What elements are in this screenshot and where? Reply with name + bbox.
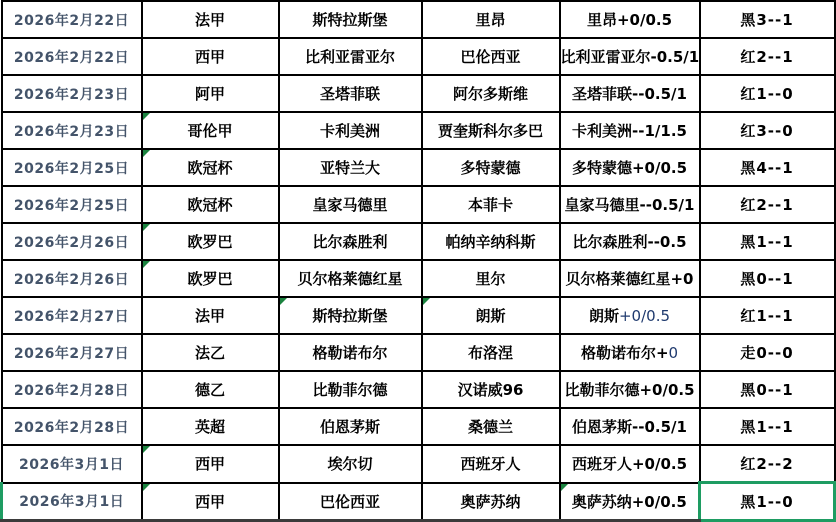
- league-text: 法甲: [194, 307, 225, 325]
- league-text: 西甲: [194, 492, 225, 511]
- cell-result[interactable]: [700, 297, 835, 334]
- cell-date[interactable]: [2, 371, 142, 408]
- error-triangle-icon: [143, 113, 150, 120]
- result-text: 黑1--1: [740, 418, 794, 436]
- date-text: 2026年2月28日: [13, 382, 130, 399]
- away-team-text: 阿尔多斯维: [452, 85, 528, 103]
- cell-home-team[interactable]: [279, 297, 422, 334]
- cell-league[interactable]: [142, 149, 279, 186]
- cell-home-team[interactable]: [279, 186, 422, 223]
- league-text: 德乙: [194, 381, 225, 399]
- away-team-text: 西班牙人: [460, 455, 521, 474]
- cell-result[interactable]: [700, 223, 835, 260]
- handicap-alt-text: +0/0.5: [618, 307, 671, 325]
- result-text: 黑4--1: [740, 159, 794, 177]
- cell-handicap[interactable]: [560, 223, 700, 260]
- date-text: 2026年2月25日: [13, 197, 130, 214]
- cell-date[interactable]: [2, 38, 142, 75]
- cell-handicap[interactable]: [560, 445, 700, 483]
- handicap-text: 多特蒙德+0/0.5: [571, 159, 688, 177]
- result-text: 走0--0: [740, 344, 794, 362]
- cell-result[interactable]: [700, 260, 835, 297]
- cell-date[interactable]: [2, 334, 142, 371]
- away-team-text: 里昂: [475, 11, 506, 29]
- cell-date[interactable]: [2, 445, 142, 483]
- result-text: 黑0--1: [740, 381, 794, 399]
- cell-date[interactable]: [2, 223, 142, 260]
- cell-home-team[interactable]: [279, 483, 422, 521]
- date-text: 2026年2月26日: [13, 271, 130, 288]
- result-text: 红2--2: [740, 455, 794, 473]
- home-team-text: 皇家马德里: [312, 196, 388, 214]
- error-triangle-icon: [143, 484, 150, 491]
- cell-away-team[interactable]: [422, 297, 560, 334]
- cell-result-selected[interactable]: [700, 483, 835, 521]
- cell-away-team[interactable]: [422, 483, 560, 521]
- handicap-text: 贝尔格莱德红星+0: [565, 270, 694, 288]
- result-text: 红2--1: [740, 48, 794, 66]
- league-text: 西甲: [194, 48, 225, 66]
- handicap-text: 比利亚雷亚尔-0.5/1: [560, 48, 700, 66]
- handicap-text: 皇家马德里--0.5/1: [564, 196, 695, 214]
- away-team-text: 帕纳辛纳科斯: [445, 233, 536, 251]
- cell-result[interactable]: [700, 334, 835, 371]
- date-text: 2026年2月23日: [13, 86, 130, 103]
- cell-league[interactable]: [142, 297, 279, 334]
- cell-date[interactable]: [2, 186, 142, 223]
- cell-home-team[interactable]: [279, 445, 422, 483]
- cell-handicap[interactable]: [560, 149, 700, 186]
- error-triangle-icon: [143, 150, 150, 157]
- result-text: 红3--0: [740, 122, 794, 140]
- result-text: 黑1--0: [740, 493, 794, 511]
- cell-league[interactable]: [142, 408, 279, 445]
- date-text: 2026年2月27日: [13, 308, 130, 325]
- league-text: 欧罗巴: [187, 270, 233, 288]
- cell-away-team[interactable]: [422, 112, 560, 149]
- cell-handicap[interactable]: [560, 186, 700, 223]
- cell-date[interactable]: [2, 297, 142, 334]
- handicap-text: 比勒菲尔德+0/0.5: [564, 381, 695, 399]
- cell-home-team[interactable]: [279, 1, 422, 38]
- cell-away-team[interactable]: [422, 186, 560, 223]
- cell-away-team[interactable]: [422, 408, 560, 445]
- cell-result[interactable]: [700, 186, 835, 223]
- cell-league[interactable]: [142, 223, 279, 260]
- away-team-text: 本菲卡: [467, 196, 513, 214]
- league-text: 欧冠杯: [187, 196, 233, 214]
- cell-result[interactable]: [700, 112, 835, 149]
- date-text: 2026年2月25日: [13, 160, 130, 177]
- cell-handicap[interactable]: [560, 112, 700, 149]
- error-triangle-icon: [143, 224, 150, 231]
- cell-away-team[interactable]: [422, 371, 560, 408]
- error-triangle-icon: [561, 484, 568, 491]
- cell-league[interactable]: [142, 112, 279, 149]
- cell-league[interactable]: [142, 38, 279, 75]
- table-row: [2, 334, 835, 371]
- cell-result[interactable]: [700, 1, 835, 38]
- away-team-text: 里尔: [475, 270, 506, 288]
- date-text: 2026年2月27日: [13, 345, 130, 362]
- home-team-text: 斯特拉斯堡: [312, 11, 388, 29]
- home-team-text: 斯特拉斯堡: [312, 307, 388, 325]
- cell-league[interactable]: [142, 483, 279, 521]
- cell-home-team[interactable]: [279, 223, 422, 260]
- cell-home-team[interactable]: [279, 112, 422, 149]
- result-text: 红1--0: [740, 85, 794, 103]
- cell-handicap[interactable]: [560, 75, 700, 112]
- table-row-selected: [2, 483, 835, 521]
- date-text: 2026年2月22日: [13, 12, 130, 29]
- away-team-text: 桑德兰: [467, 418, 513, 436]
- cell-away-team[interactable]: [422, 334, 560, 371]
- cell-date[interactable]: [2, 75, 142, 112]
- handicap-text: 比尔森胜利--0.5: [572, 233, 687, 251]
- table-row: [2, 445, 835, 483]
- cell-home-team[interactable]: [279, 371, 422, 408]
- cell-away-team[interactable]: [422, 38, 560, 75]
- table-row: [2, 371, 835, 408]
- table-row: [2, 112, 835, 149]
- handicap-text: 伯恩茅斯--0.5/1: [572, 418, 687, 436]
- error-triangle-icon: [423, 298, 430, 305]
- table-row: [2, 297, 835, 334]
- away-team-text: 汉诺威96: [457, 381, 524, 399]
- home-team-text: 比尔森胜利: [312, 233, 388, 251]
- cell-home-team[interactable]: [279, 75, 422, 112]
- cell-home-team[interactable]: [279, 149, 422, 186]
- away-team-text: 贾奎斯科尔多巴: [437, 122, 543, 140]
- cell-league[interactable]: [142, 186, 279, 223]
- date-text: 2026年2月28日: [13, 419, 130, 436]
- handicap-text: 西班牙人+0/0.5: [571, 455, 688, 474]
- handicap-text: 卡利美洲--1/1.5: [572, 122, 687, 140]
- league-text: 西甲: [194, 455, 225, 474]
- handicap-text: 圣塔菲联--0.5/1: [572, 85, 687, 103]
- home-team-text: 比利亚雷亚尔: [304, 48, 395, 66]
- result-text: 红1--1: [740, 307, 794, 325]
- cell-result[interactable]: [700, 371, 835, 408]
- result-text: 黑0--1: [740, 270, 794, 288]
- away-team-text: 巴伦西亚: [460, 48, 521, 66]
- away-team-text: 多特蒙德: [460, 159, 521, 177]
- handicap-text: 朗斯: [588, 307, 619, 325]
- away-team-text: 布洛涅: [467, 344, 513, 362]
- table-row: [2, 38, 835, 75]
- cell-league[interactable]: [142, 445, 279, 483]
- date-text: 2026年3月1日: [19, 494, 125, 511]
- cell-away-team[interactable]: [422, 223, 560, 260]
- cell-result[interactable]: [700, 75, 835, 112]
- cell-away-team[interactable]: [422, 260, 560, 297]
- home-team-text: 亚特兰大: [319, 159, 380, 177]
- cell-league[interactable]: [142, 260, 279, 297]
- home-team-text: 埃尔切: [327, 455, 373, 474]
- cell-away-team[interactable]: [422, 445, 560, 483]
- cell-date[interactable]: [2, 1, 142, 38]
- result-text: 红2--1: [740, 196, 794, 214]
- home-team-text: 巴伦西亚: [319, 492, 380, 511]
- date-text: 2026年2月23日: [13, 123, 130, 140]
- league-text: 阿甲: [194, 85, 225, 103]
- league-text: 哥伦甲: [187, 122, 233, 140]
- date-text: 2026年3月1日: [19, 456, 124, 473]
- error-triangle-icon: [143, 446, 150, 453]
- cell-date[interactable]: [2, 112, 142, 149]
- cell-date[interactable]: [2, 408, 142, 445]
- table-row: [2, 1, 835, 38]
- cell-result[interactable]: [700, 445, 835, 483]
- cell-league[interactable]: [142, 75, 279, 112]
- result-text: 黑3--1: [740, 11, 794, 29]
- league-text: 法乙: [194, 344, 225, 362]
- cell-handicap[interactable]: [560, 260, 700, 297]
- table-row: [2, 223, 835, 260]
- cell-handicap[interactable]: [560, 38, 700, 75]
- date-text: 2026年2月22日: [13, 49, 130, 66]
- cell-result[interactable]: [700, 149, 835, 186]
- error-triangle-icon: [143, 261, 150, 268]
- cell-result[interactable]: [700, 38, 835, 75]
- cell-home-team[interactable]: [279, 334, 422, 371]
- cell-handicap[interactable]: [560, 483, 700, 521]
- cell-league[interactable]: [142, 371, 279, 408]
- table-row: [2, 75, 835, 112]
- handicap-alt-text: 0: [668, 344, 679, 362]
- handicap-text: 奥萨苏纳+0/0.5: [571, 492, 687, 511]
- home-team-text: 贝尔格莱德红星: [297, 270, 403, 288]
- cell-date[interactable]: [2, 483, 142, 521]
- away-team-text: 奥萨苏纳: [460, 492, 521, 511]
- cell-home-team[interactable]: [279, 260, 422, 297]
- home-team-text: 格勒诺布尔: [312, 344, 388, 362]
- league-text: 英超: [194, 418, 225, 436]
- cell-home-team[interactable]: [279, 408, 422, 445]
- home-team-text: 卡利美洲: [319, 122, 380, 140]
- cell-handicap[interactable]: [560, 297, 700, 334]
- cell-away-team[interactable]: [422, 1, 560, 38]
- away-team-text: 朗斯: [475, 307, 506, 325]
- table-row: [2, 408, 835, 445]
- table-row: [2, 186, 835, 223]
- date-text: 2026年2月26日: [13, 234, 130, 251]
- result-text: 黑1--1: [740, 233, 794, 251]
- table-row: [2, 260, 835, 297]
- cell-handicap[interactable]: [560, 334, 700, 371]
- cell-home-team[interactable]: [279, 38, 422, 75]
- league-text: 欧冠杯: [187, 159, 233, 177]
- error-triangle-icon: [280, 298, 287, 305]
- cell-away-team[interactable]: [422, 75, 560, 112]
- cell-date[interactable]: [2, 149, 142, 186]
- handicap-text: 里昂+0/0.5: [586, 11, 673, 29]
- league-text: 欧罗巴: [187, 233, 233, 251]
- home-team-text: 比勒菲尔德: [312, 381, 388, 399]
- cell-league[interactable]: [142, 1, 279, 38]
- table-row: [2, 149, 835, 186]
- cell-date[interactable]: [2, 260, 142, 297]
- cell-league[interactable]: [142, 334, 279, 371]
- home-team-text: 伯恩茅斯: [319, 418, 380, 436]
- league-text: 法甲: [194, 11, 225, 29]
- cell-handicap[interactable]: [560, 371, 700, 408]
- cell-away-team[interactable]: [422, 149, 560, 186]
- cell-handicap[interactable]: [560, 1, 700, 38]
- cell-result[interactable]: [700, 408, 835, 445]
- home-team-text: 圣塔菲联: [319, 85, 380, 103]
- cell-handicap[interactable]: [560, 408, 700, 445]
- handicap-text: 格勒诺布尔+: [580, 344, 669, 362]
